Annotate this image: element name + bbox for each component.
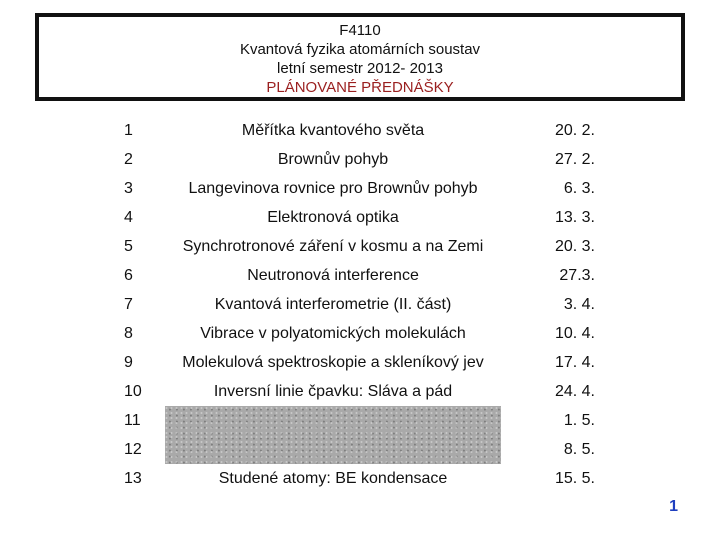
lecture-topic: Měřítka kvantového světa [241,121,425,139]
lecture-number: 5 [124,237,133,255]
subtitle: PLÁNOVANÉ PŘEDNÁŠKY [266,79,454,96]
lecture-date: 20. 2. [554,121,595,139]
lecture-topic: Brownův pohyb [277,150,389,168]
lecture-date: 10. 4. [554,324,595,342]
table-row [116,145,605,174]
table-row [116,203,605,232]
lecture-number: 4 [124,208,133,226]
lecture-topic: Elektronová optika [267,208,399,226]
semester: letní semestr 2012- 2013 [277,60,443,77]
lecture-number: 3 [124,179,133,197]
blank-topic-cell [165,435,502,464]
table-row [116,174,605,203]
table-row [116,116,605,145]
lecture-number: 13 [124,469,142,487]
table-row [116,377,605,406]
lecture-topic: Vibrace v polyatomických molekulách [200,324,466,342]
lecture-date: 27. 2. [554,150,595,168]
table-row [116,232,605,261]
lecture-topic: Studené atomy: BE kondensace [218,469,448,487]
lecture-date: 20. 3. [554,237,595,255]
lecture-date: 13. 3. [554,208,595,226]
lecture-date: 15. 5. [554,469,595,487]
lecture-number: 2 [124,150,133,168]
lecture-date: 8. 5. [501,435,605,464]
lecture-topic: Neutronová interference [247,266,419,284]
lecture-topic: Langevinova rovnice pro Brownův pohyb [188,179,478,197]
header-box [35,13,685,101]
lecture-number: 10 [124,382,142,400]
table-row [116,348,605,377]
lecture-topic: Synchrotronové záření v kosmu a na Zemi [182,237,484,255]
course-code: F4110 [339,22,381,39]
lecture-number: 11 [116,406,165,435]
table-row [116,464,605,493]
lecture-date: 3. 4. [563,295,595,313]
lecture-number: 7 [124,295,133,313]
lecture-number: 12 [116,435,165,464]
lecture-number: 6 [124,266,133,284]
lecture-number: 9 [124,353,133,371]
lecture-table [116,116,605,493]
course-title: Kvantová fyzika atomárních soustav [239,41,481,58]
lecture-date: 27.3. [559,266,595,284]
table-row [116,319,605,348]
table-row [116,261,605,290]
table-row [116,290,605,319]
page-number: 1 [669,498,678,515]
lecture-date: 24. 4. [554,382,595,400]
blank-topic-cell [165,406,502,435]
lecture-date: 6. 3. [563,179,595,197]
lecture-date: 17. 4. [554,353,595,371]
lecture-number: 8 [124,324,133,342]
lecture-number: 1 [124,121,133,139]
lecture-topic: Molekulová spektroskopie a skleníkový jev [182,353,484,371]
table-row [116,435,605,464]
lecture-topic: Kvantová interferometrie (II. část) [214,295,452,313]
lecture-topic: Inversní linie čpavku: Sláva a pád [213,382,453,400]
table-row [116,406,605,435]
lecture-date: 1. 5. [501,406,605,435]
